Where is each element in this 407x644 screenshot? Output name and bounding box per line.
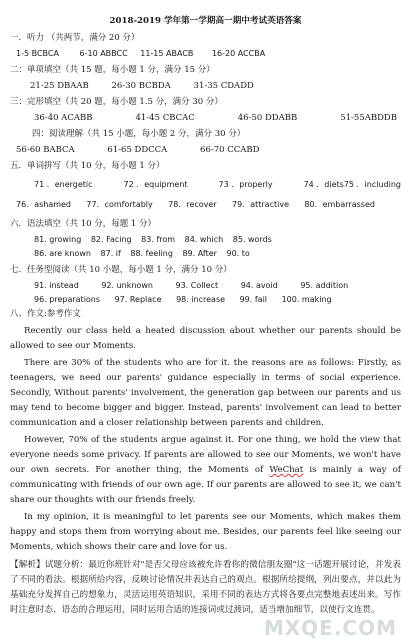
answer-group: 31-35 CDADD <box>193 81 254 91</box>
answer-item: 74 ．diets75 ．including <box>303 180 401 189</box>
answer-item: 73 ．properly <box>218 180 273 189</box>
section-7-row-1 <box>10 279 401 293</box>
section-5-heading: 五．单词拼写（共 10 分，每小题 1 分） <box>10 161 165 171</box>
answer-group: 6-10 ABBCC <box>79 49 128 58</box>
answer-item: 99. fail <box>239 295 268 304</box>
section-2-answers <box>10 79 401 93</box>
essay-text: However, 70% of the students argue against it. For one thing, we hold the view that everyone needs some privacy. If parents are allowed to see our Moments, we won't have our own secrets. For another thing, the Moments of <box>10 435 401 475</box>
answer-item: 77．comfortably <box>86 200 153 209</box>
section-6-row-2 <box>10 247 401 261</box>
section-6-row-1 <box>10 233 401 247</box>
answer-item: 87. if <box>100 249 121 258</box>
answer-group: 16-20 ACCBA <box>211 49 266 58</box>
essay-text: is mainly a way of communicating with friends of our own age. If our parents are allowed to see it, we can't share our thoughts with our friends freely. <box>10 465 401 505</box>
answer-group: 11-15 ABACB <box>140 49 194 58</box>
answer-group: 46-50 DDABB <box>237 113 298 123</box>
answer-item: 94. avoid <box>240 281 278 290</box>
section-1-heading: 一．听力 （共两节，满分 20 分） <box>10 33 140 43</box>
section-3-answers <box>10 111 401 125</box>
answer-group: 36-40 ACABB <box>34 113 93 123</box>
answer-item: 76．ashamed <box>16 200 72 209</box>
answer-item: 82. Facing <box>90 235 132 244</box>
answer-item: 97. Replace <box>114 295 162 304</box>
answer-item: 83. from <box>141 235 176 244</box>
answer-item: 84. which <box>184 235 224 244</box>
answer-group: 66-70 CCABD <box>200 145 260 155</box>
section-5-row-1 <box>10 175 401 195</box>
answer-item: 92. unknown <box>101 281 153 290</box>
answer-item: 71 ．energetic <box>34 180 93 189</box>
section-6-heading: 六．语法填空（共 10 分，每题 1 分） <box>10 219 157 229</box>
answer-item: 95. addition <box>300 281 349 290</box>
answer-item: 72 ．equipment <box>123 180 188 189</box>
answer-item: 89. After <box>182 249 217 258</box>
answer-group: 41-45 CBCAC <box>135 113 195 123</box>
answer-item: 93. Collect <box>175 281 219 290</box>
essay-text-wechat: WeChat <box>269 465 304 475</box>
answer-item: 88. feeling <box>130 249 173 258</box>
document-title: 2018-2019 学年第一学期高一期中考试英语答案 <box>109 16 302 26</box>
answer-item: 86. are known <box>34 249 91 258</box>
answer-item: 78．recover <box>168 200 217 209</box>
answer-item: 100. making <box>281 295 332 304</box>
answer-group: 56-60 BABCA <box>16 145 75 155</box>
essay-paragraph-3 <box>10 433 401 508</box>
essay-paragraph-4: In my opinion, it is meaningful to let parents see our Moments, which makes them happy and stops them from worrying about me. Besides, our parents feel like seeing our Moments, which shows their care and love for us. <box>10 512 401 552</box>
section-4-answers <box>10 143 401 157</box>
answer-group: 61-65 DDCCA <box>107 145 168 155</box>
answer-group: 1-5 BCBCA <box>16 49 59 58</box>
section-7-row-2 <box>10 293 401 307</box>
section-7-heading: 七．任务型阅读（共 10 小题，每小题 1 分，满分 10 分） <box>10 265 232 275</box>
answer-item: 85. words <box>232 235 272 244</box>
answer-group: 51-55ABDDB <box>340 113 397 123</box>
section-5-row-2 <box>10 195 401 215</box>
answer-group: 26-30 BCBDA <box>111 81 171 91</box>
section-1-answers <box>10 47 401 61</box>
answer-item: 79．attractive <box>232 200 289 209</box>
analysis-paragraph: 【解析】试题分析：最近你班针对"是否父母应该被允许看你的微信朋友圈"这一话题开展讨论，并发表了不同的看法。根据所给内容，反映讨论情况并表达自己的观点。根据所给提纲，列出要点，并以此为基础充分发挥自己的想象力，灵活运用英语知识，采用不同的表达方式将各要点完整地表述出来。写作时注意时态、语态的合理运用，同时运用合适的连接词或过渡词，适当增加细节，以使行文连贯。 <box>10 560 401 615</box>
section-4-heading: 四：阅读理解（共 15 小题，每小题 2 分，满分 30 分） <box>32 129 246 139</box>
answer-item: 98. increase <box>176 295 226 304</box>
answer-item: 91. instead <box>34 281 79 290</box>
section-3-heading: 三：完形填空（共 20 题，每小题 1.5 分，满分 30 分） <box>10 97 223 107</box>
answer-item: 90. to <box>226 249 250 258</box>
answer-item: 81. growing <box>34 235 82 244</box>
essay-paragraph-1: Recently our class held a heated discussion about whether our parents should be allowed to see our Moments. <box>10 326 401 351</box>
essay-paragraph-2: There are 30% of the students who are for it. the reasons are as follows: Firstly, as teenagers, we need our parents' guidance especially in terms of social experience. Secondly, Without parents' involvement, the generation gap between our parents and us may tend to become bigger and bigger. Instead, parents' involvement can lead to better communication and a closer relationship between parents and children. <box>10 358 401 428</box>
answer-group: 21-25 DBAAB <box>30 81 89 91</box>
section-8-heading: 八、作文:参考作文 <box>10 309 81 319</box>
answer-item: 96. preparations <box>34 295 101 304</box>
answer-item: 80．embarrassed <box>304 200 375 209</box>
watermark-logo: MXQE.COM <box>263 616 397 640</box>
section-2-heading: 二：单项填空（共 15 题，每小题 1 分，满分 15 分） <box>10 65 215 75</box>
